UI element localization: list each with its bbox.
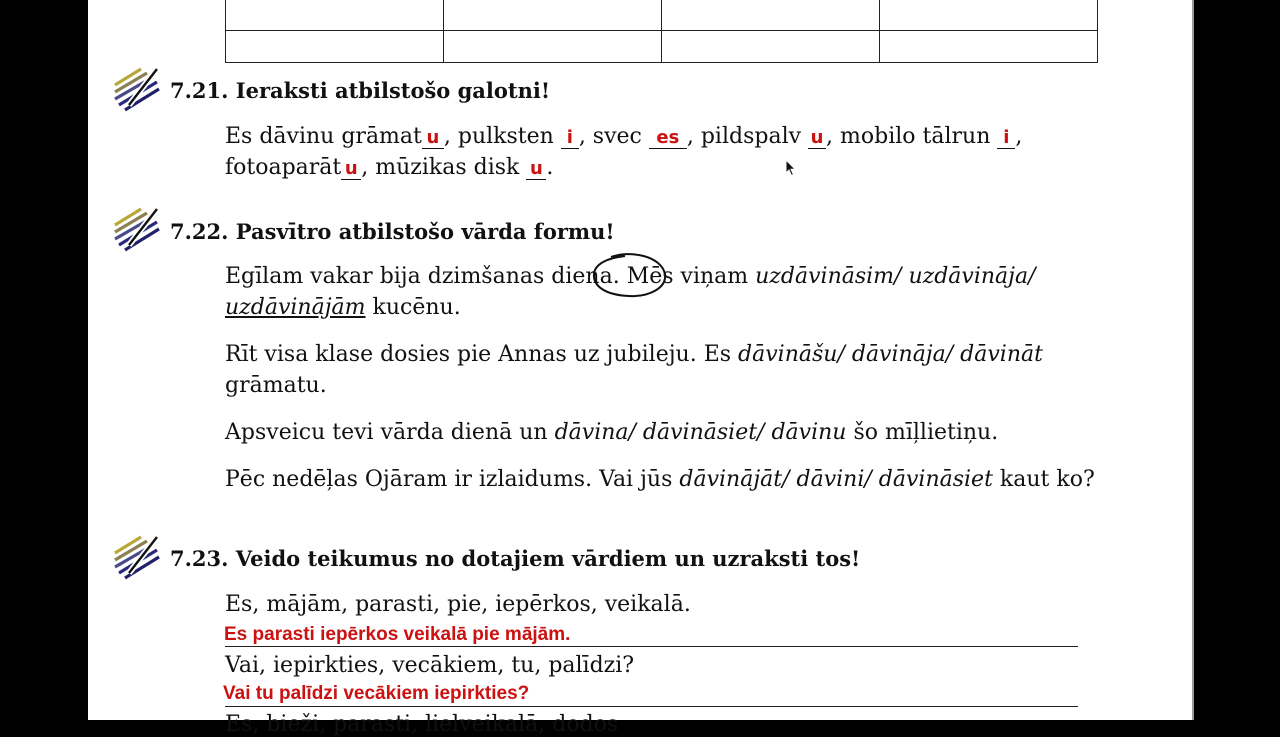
table-cell[interactable]	[444, 0, 662, 31]
exercise-line	[225, 420, 998, 445]
exercise-number: 7.22.	[170, 219, 229, 244]
exercise-line	[225, 342, 1043, 367]
sentence-text: šo mīļlietiņu.	[846, 420, 999, 445]
sentence-text: , svec	[578, 124, 642, 149]
sentence-text: kaut ko?	[992, 467, 1095, 492]
exercise-title: Pasvītro atbilstošo vārda formu!	[235, 219, 615, 244]
sentence-text: Pēc nedēļas Ojāram ir izlaidums. Vai jūs	[225, 467, 680, 492]
table-cell[interactable]	[444, 31, 662, 63]
mouse-cursor-icon	[785, 159, 797, 177]
pen-and-paper-icon	[113, 65, 161, 113]
answer-blank[interactable]: u	[526, 159, 546, 180]
word-options[interactable]: uzdāvināsim/ uzdāvināja/	[755, 264, 1036, 289]
sentence-text: kucēnu.	[365, 295, 461, 320]
answer-table	[225, 0, 1098, 63]
sentence-text: , mobilo tālrun	[826, 124, 991, 149]
exercise-heading	[170, 546, 860, 571]
sentence-text: fotoaparāt	[225, 155, 342, 180]
answer-blank[interactable]: es	[649, 128, 687, 149]
word-prompt: Es, bieži, parasti, lielveikalā, dodos	[225, 712, 619, 737]
sentence-text: Es dāvinu grāmat	[225, 124, 422, 149]
answer-blank[interactable]: i	[997, 128, 1015, 149]
exercise-heading	[170, 78, 550, 103]
exercise-line	[225, 155, 553, 180]
exercise-line	[225, 373, 327, 398]
sentence-text: , pildspalv	[686, 124, 802, 149]
answer-blank[interactable]: u	[341, 159, 361, 180]
table-cell[interactable]	[226, 0, 444, 31]
table-cell[interactable]	[226, 31, 444, 63]
sentence-text: Apsveicu tevi vārda dienā un	[225, 420, 555, 445]
word-options[interactable]: dāvinājāt/ dāvini/ dāvināsiet	[679, 467, 993, 492]
exercise-number: 7.23.	[170, 546, 229, 571]
handwritten-answer: Es parasti iepērkos veikalā pie mājām.	[224, 624, 571, 645]
answer-blank[interactable]: i	[561, 128, 579, 149]
exercise-line	[225, 295, 461, 320]
answer-blank[interactable]: u	[422, 128, 444, 149]
sentence-text: Egīlam vakar bija dzimšanas diena. Mēs viņam	[225, 264, 756, 289]
table-cell[interactable]	[662, 0, 880, 31]
table-cell[interactable]	[880, 0, 1098, 31]
exercise-title: Ieraksti atbilstošo galotni!	[235, 78, 551, 103]
sentence-text: , mūzikas disk	[361, 155, 520, 180]
sentence-text: .	[546, 155, 554, 180]
exercise-line	[225, 124, 1022, 149]
exercise-heading	[170, 219, 615, 244]
pen-and-paper-icon	[113, 205, 161, 253]
pen-and-paper-icon	[113, 533, 161, 581]
writing-line[interactable]	[225, 646, 1078, 647]
word-prompt: Vai, iepirkties, vecākiem, tu, palīdzi?	[225, 653, 635, 678]
sentence-text: , pulksten	[443, 124, 554, 149]
worksheet-page	[88, 0, 1192, 737]
selected-option[interactable]: uzdāvinājām	[225, 295, 366, 320]
pen-circle-annotation	[591, 252, 667, 298]
table-row	[226, 0, 1098, 31]
page-edge	[1192, 0, 1194, 720]
exercise-line	[225, 467, 1095, 492]
exercise-number: 7.21.	[170, 78, 229, 103]
handwritten-answer: Vai tu palīdzi vecākiem iepirkties?	[223, 683, 530, 704]
word-options[interactable]: dāvina/ dāvināsiet/ dāvinu	[554, 420, 847, 445]
answer-blank[interactable]: u	[808, 128, 826, 149]
sentence-text: Rīt visa klase dosies pie Annas uz jubileju. Es	[225, 342, 739, 367]
table-cell[interactable]	[662, 31, 880, 63]
word-prompt: Es, mājām, parasti, pie, iepērkos, veikalā.	[225, 592, 691, 617]
table-row	[226, 31, 1098, 63]
writing-line[interactable]	[225, 706, 1078, 707]
exercise-title: Veido teikumus no dotajiem vārdiem un uzraksti tos!	[235, 546, 861, 571]
sentence-text: ,	[1015, 124, 1023, 149]
sentence-text: grāmatu.	[225, 373, 327, 398]
word-options[interactable]: dāvināšu/ dāvināja/ dāvināt	[738, 342, 1043, 367]
table-cell[interactable]	[880, 31, 1098, 63]
